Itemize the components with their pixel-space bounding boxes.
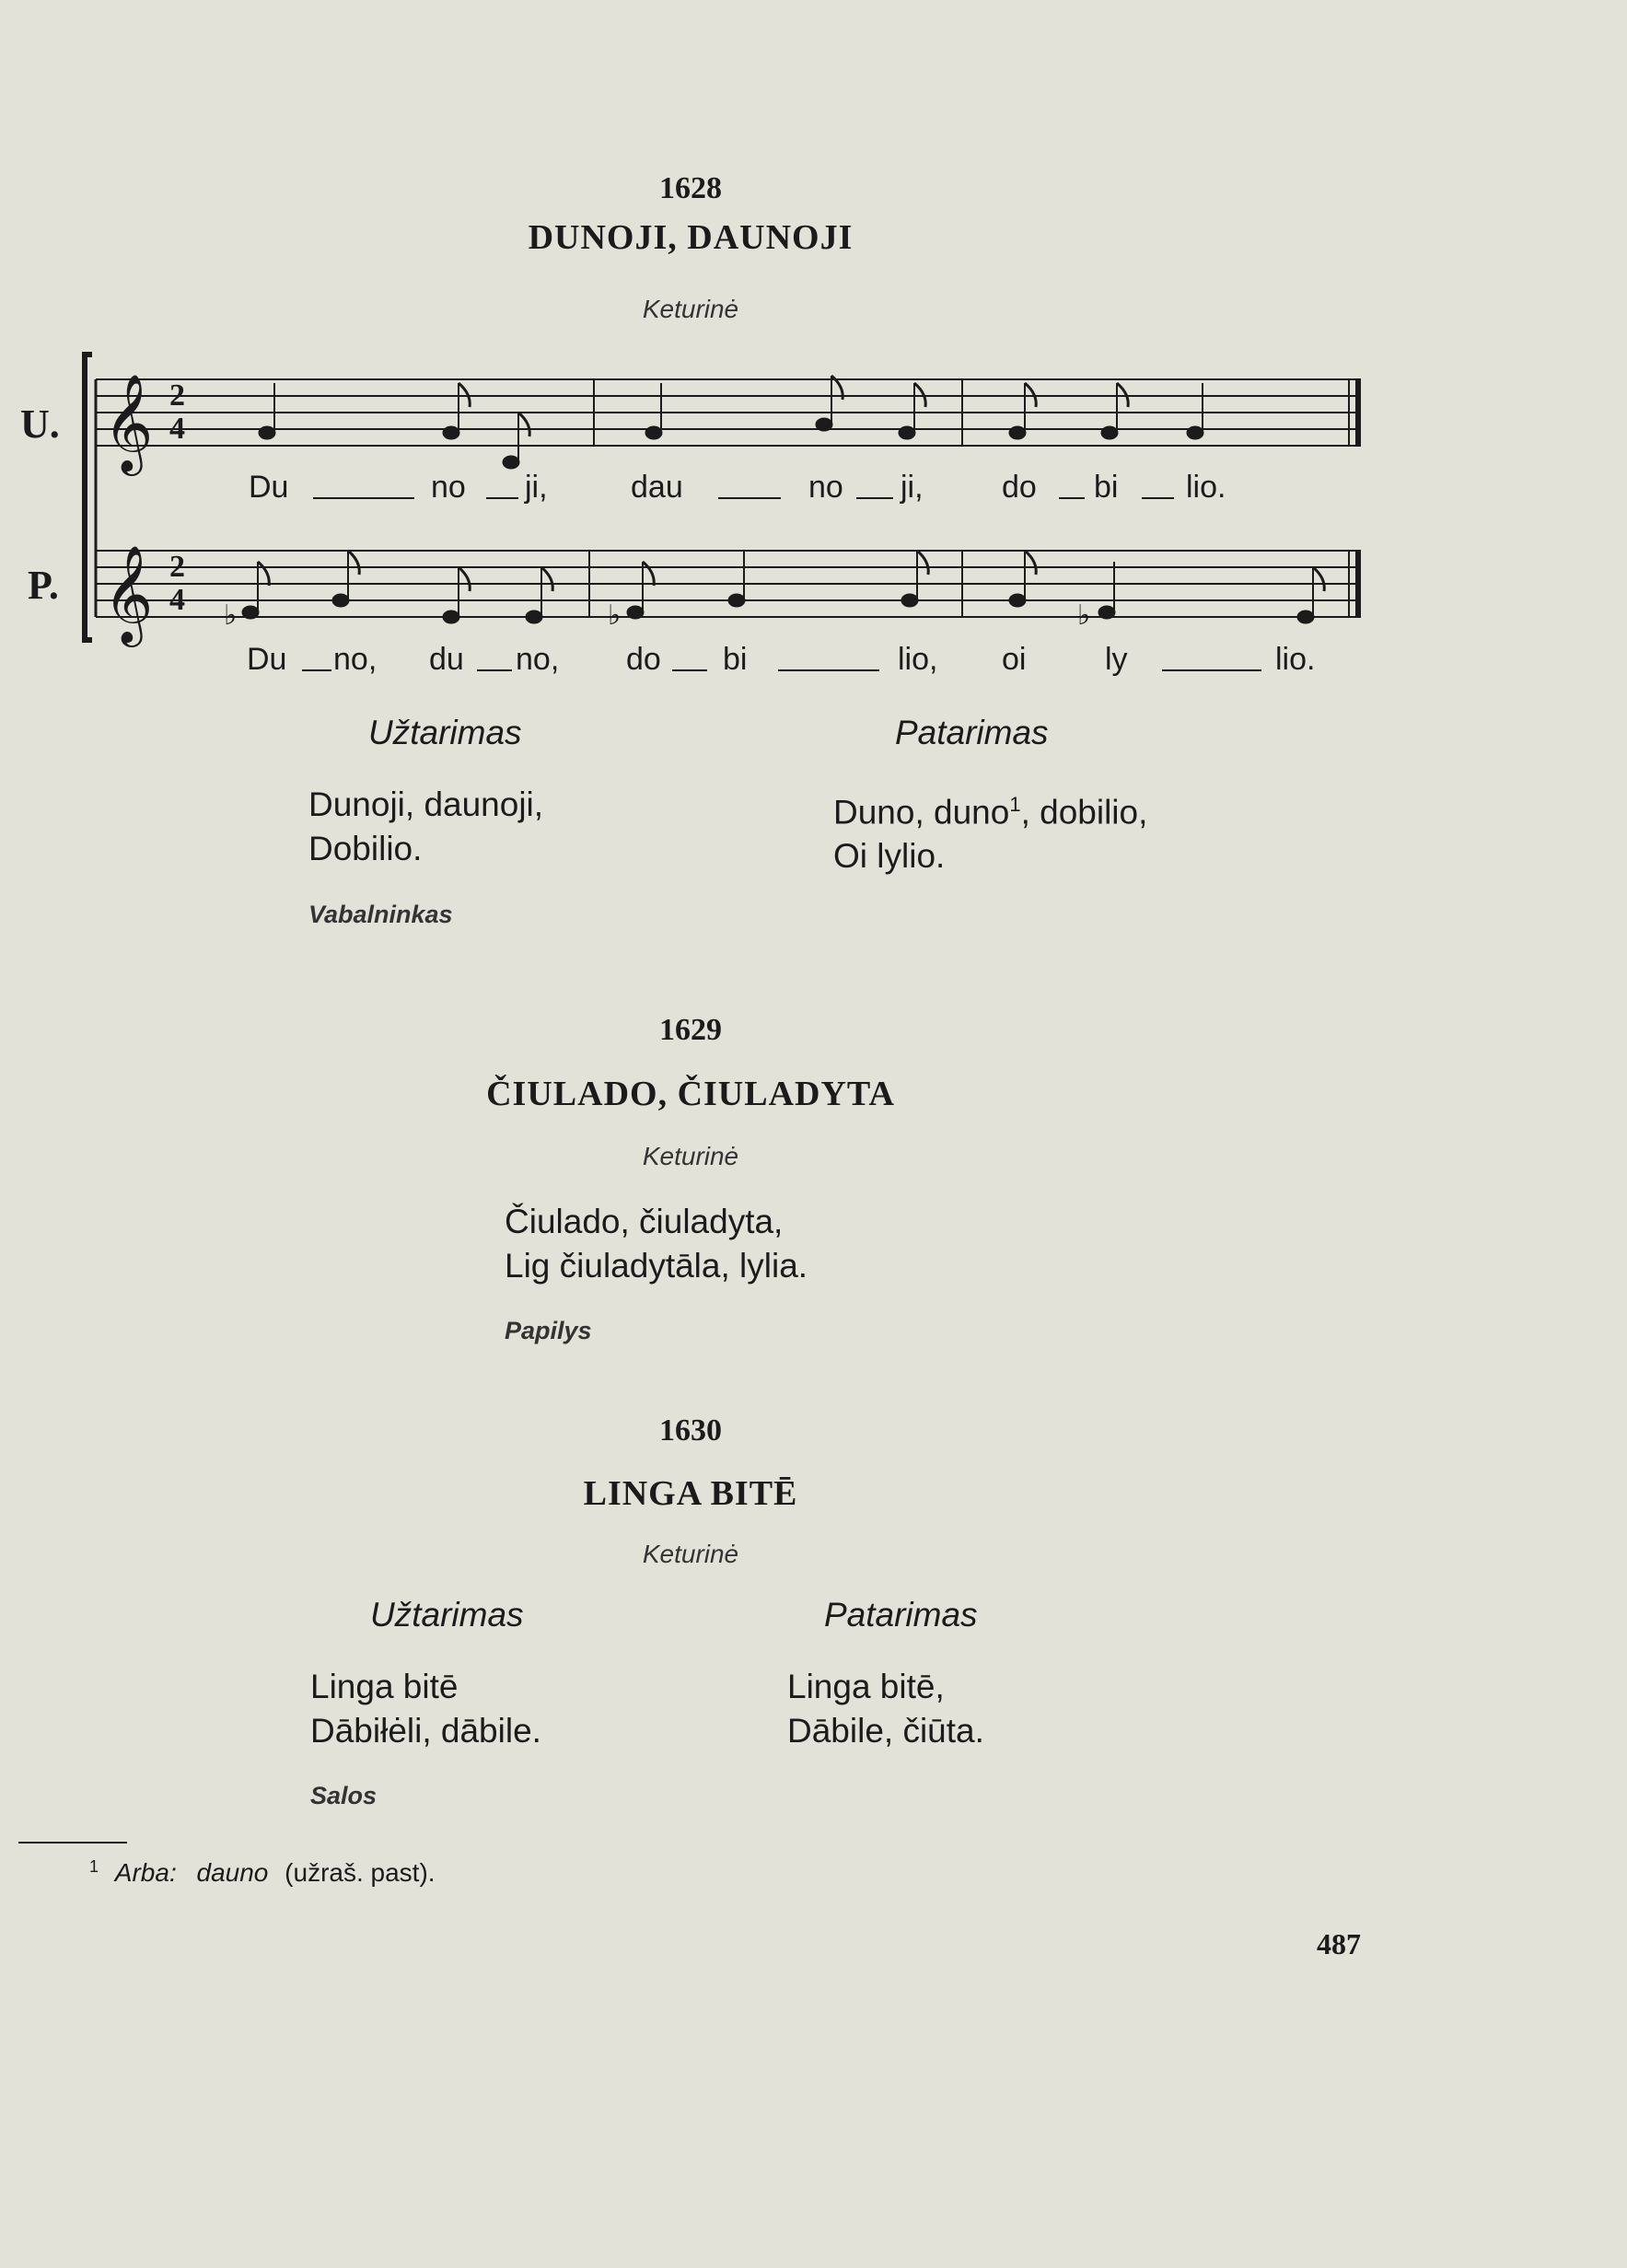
verse-right-1628 [833, 783, 1147, 878]
lyric-syllable: do [1002, 470, 1037, 505]
voice-label-lower: P. [28, 563, 59, 608]
song-number-1629: 1629 [659, 1013, 722, 1047]
note [899, 426, 915, 439]
verse-line: Lig čiuladytāla, lylia. [505, 1247, 808, 1285]
lyric-syllable: du [429, 642, 464, 677]
note [443, 426, 459, 439]
lyric-syllable: lio. [1186, 470, 1226, 505]
lyric-syllable: no, [516, 642, 560, 677]
note [503, 456, 519, 469]
lyric-syllable: do [626, 642, 661, 677]
footnote-text: (užraš. past). [285, 1858, 436, 1888]
verse-line: Dobilio. [308, 830, 423, 867]
note [1187, 426, 1203, 439]
voice-label-upper: U. [20, 401, 60, 447]
lyric-syllable: no [808, 470, 843, 505]
place-1628: Vabalninkas [308, 901, 453, 928]
upper-staff [96, 379, 1361, 446]
verse-left-1630 [310, 1665, 541, 1753]
verse-left-1628 [308, 783, 543, 871]
verse-line: Čiulado, čiuladyta, [505, 1203, 784, 1240]
time-sig-top-upper: 2 [169, 378, 185, 413]
time-sig-bottom-lower: 4 [169, 583, 185, 617]
verse-1629 [505, 1200, 808, 1288]
lyric-syllable: bi [1094, 470, 1119, 505]
place-1630: Salos [310, 1782, 378, 1809]
footnote-label: Arba: [114, 1858, 177, 1888]
place-1629: Papilys [505, 1317, 592, 1344]
song-subtitle-1628: Keturinė [642, 295, 739, 323]
lyric-syllable: dau [631, 470, 683, 505]
verse-line: Linga bitē [310, 1668, 459, 1705]
svg-text:♭: ♭ [1077, 599, 1091, 632]
song-title-1629: ČIULADO, ČIULADYTA [486, 1075, 895, 1113]
verse-line: Dābile, čiūta. [787, 1712, 984, 1750]
music-score [0, 0, 1627, 700]
lyric-syllable: no, [333, 642, 378, 677]
page-number: 487 [1317, 1927, 1361, 1960]
verse-line: Duno, duno$^1$, dobilio, [833, 793, 1148, 832]
verse-line: Linga bitē, [787, 1668, 945, 1705]
left-heading-1630: Užtarimas [370, 1596, 524, 1634]
song-number-1630: 1630 [659, 1413, 722, 1448]
footnote-rule [18, 1842, 127, 1843]
lyric-syllable: Du [249, 470, 289, 505]
lyric-syllable: no [431, 470, 466, 505]
song-subtitle-1630: Keturinė [642, 1540, 739, 1568]
footnote-ref: 1 [1009, 793, 1021, 816]
song-number-1628: 1628 [659, 171, 722, 205]
lower-staff [96, 551, 1361, 617]
time-sig-top-lower: 2 [169, 550, 185, 584]
lyric-syllable: Du [247, 642, 287, 677]
system-bracket [85, 355, 92, 640]
treble-clef-lower: 𝄞 [103, 544, 154, 643]
lyric-syllable: ji, [901, 470, 924, 505]
upper-notes [259, 376, 1203, 469]
song-title-1630: LINGA BITĒ [583, 1474, 798, 1513]
right-heading-1630: Patarimas [824, 1596, 978, 1634]
lyric-syllable: oi [1002, 642, 1027, 677]
note [1009, 426, 1026, 439]
footnote-mark: 1 [89, 1857, 99, 1876]
verse-line: Oi lylio. [833, 837, 946, 876]
verse-right-1630 [787, 1665, 984, 1753]
note [1101, 426, 1118, 439]
note [645, 426, 662, 439]
lower-notes [224, 551, 1324, 632]
right-heading-1628: Patarimas [895, 714, 1049, 751]
footnote [89, 1857, 436, 1888]
verse-line: Dābiłėli, dābile. [310, 1712, 541, 1750]
note [816, 418, 832, 431]
lyric-syllable: lio. [1275, 642, 1316, 677]
song-subtitle-1629: Keturinė [642, 1142, 739, 1170]
verse-line: Dunoji, daunoji, [308, 785, 544, 823]
svg-text:♭: ♭ [608, 599, 622, 632]
svg-text:♭: ♭ [224, 599, 238, 632]
song-title-1628: DUNOJI, DAUNOJI [528, 218, 854, 257]
lyric-syllable: ly [1105, 642, 1128, 677]
left-heading-1628: Užtarimas [368, 714, 522, 751]
treble-clef-upper: 𝄞 [103, 373, 154, 471]
footnote-word: dauno [196, 1858, 269, 1888]
lyric-syllable: ji, [525, 470, 548, 505]
lyric-syllable: bi [723, 642, 748, 677]
note [259, 426, 275, 439]
time-sig-bottom-upper: 4 [169, 412, 185, 446]
lyric-syllable: lio, [898, 642, 938, 677]
